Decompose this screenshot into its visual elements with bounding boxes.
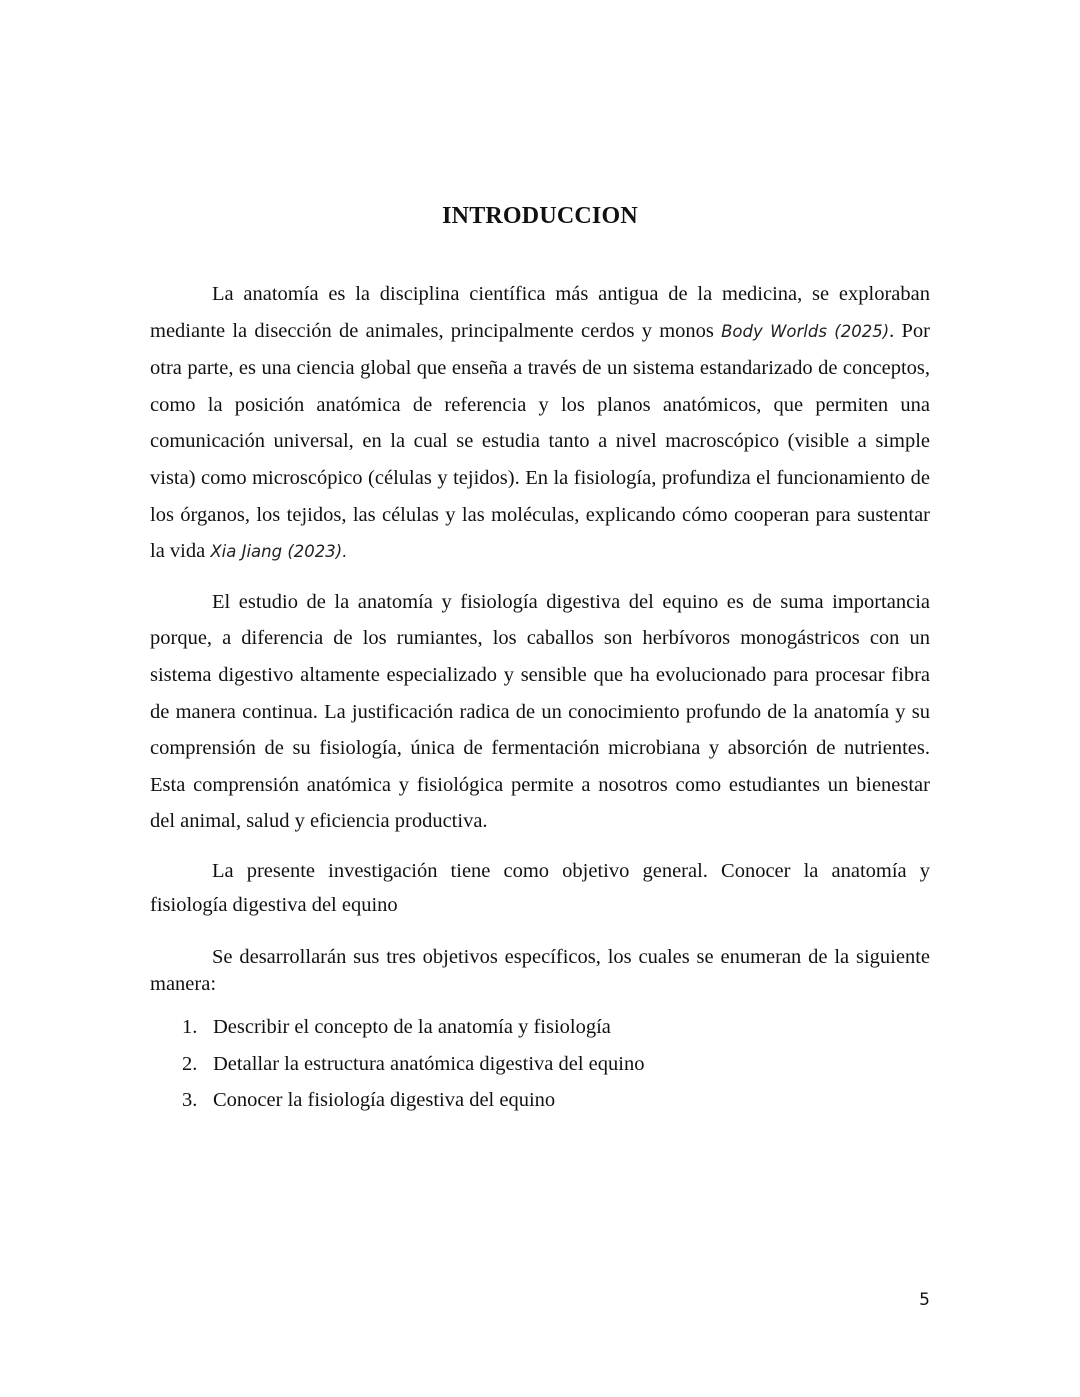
paragraph-general-objective: La presente investigación tiene como objetivo general. Conocer la anatomía y fisiología digestiva del equino [150,859,930,916]
list-item [182,1082,930,1119]
list-item-text: Conocer la fisiología digestiva del equino [213,1089,556,1112]
paragraph-equine-study: El estudio de la anatomía y fisiología digestiva del equino es de suma importancia porque, a diferencia de los rumiantes, los caballos son herbívoros monogástricos con un sistema digestivo altamente especializado y sensible que ha evolucionado para procesar fibra de manera continua. La justificación radica de un conocimiento profundo de la anatomía y su comprensión de su fisiología, única de fermentación microbiana y absorción de nutrientes. Esta comprensión anatómica y fisiológica permite a nosotros como estudiantes un bienestar del animal, salud y eficiencia productiva. [150,590,930,833]
paragraph-specific-objectives-intro: Se desarrollarán sus tres objetivos específicos, los cuales se enumeran de la siguiente manera: [150,945,930,995]
list-item-number: 1. [182,1015,198,1038]
list-item [182,1046,930,1083]
page-number: 5 [919,1290,930,1310]
citation-body-worlds: Body Worlds (2025) [721,321,890,341]
objectives-list [150,1009,930,1119]
paragraph-text: . Por otra parte, es una ciencia global que enseña a través de un sistema estandarizado de conceptos, como la posición anatómica de referencia y los planos anatómicos, que permiten una comunicación universal, en la cual se estudia tanto a nivel macroscópico (visible a simple vista) como microscópico (células y tejidos). En la fisiología, profundiza el funcionamiento de los órganos, los tejidos, las células y las moléculas, explicando cómo cooperan para sustentar la vida [150,319,930,563]
list-item [182,1009,930,1046]
list-item-number: 2. [182,1052,198,1075]
list-item-text: Detallar la estructura anatómica digestiva del equino [213,1052,645,1075]
page-title: INTRODUCCION [442,203,638,229]
list-item-text: Describir el concepto de la anatomía y fisiología [213,1015,611,1038]
document-body [150,276,930,1119]
citation-xia-jiang: Xia Jiang (2023). [210,542,348,562]
paragraph-text: La anatomía es la disciplina científica más antigua de la medicina, se exploraban mediante la disección de animales, principalmente cerdos y monos [150,283,930,342]
list-item-number: 3. [182,1089,198,1112]
paragraph-anatomy-definition [150,276,930,571]
